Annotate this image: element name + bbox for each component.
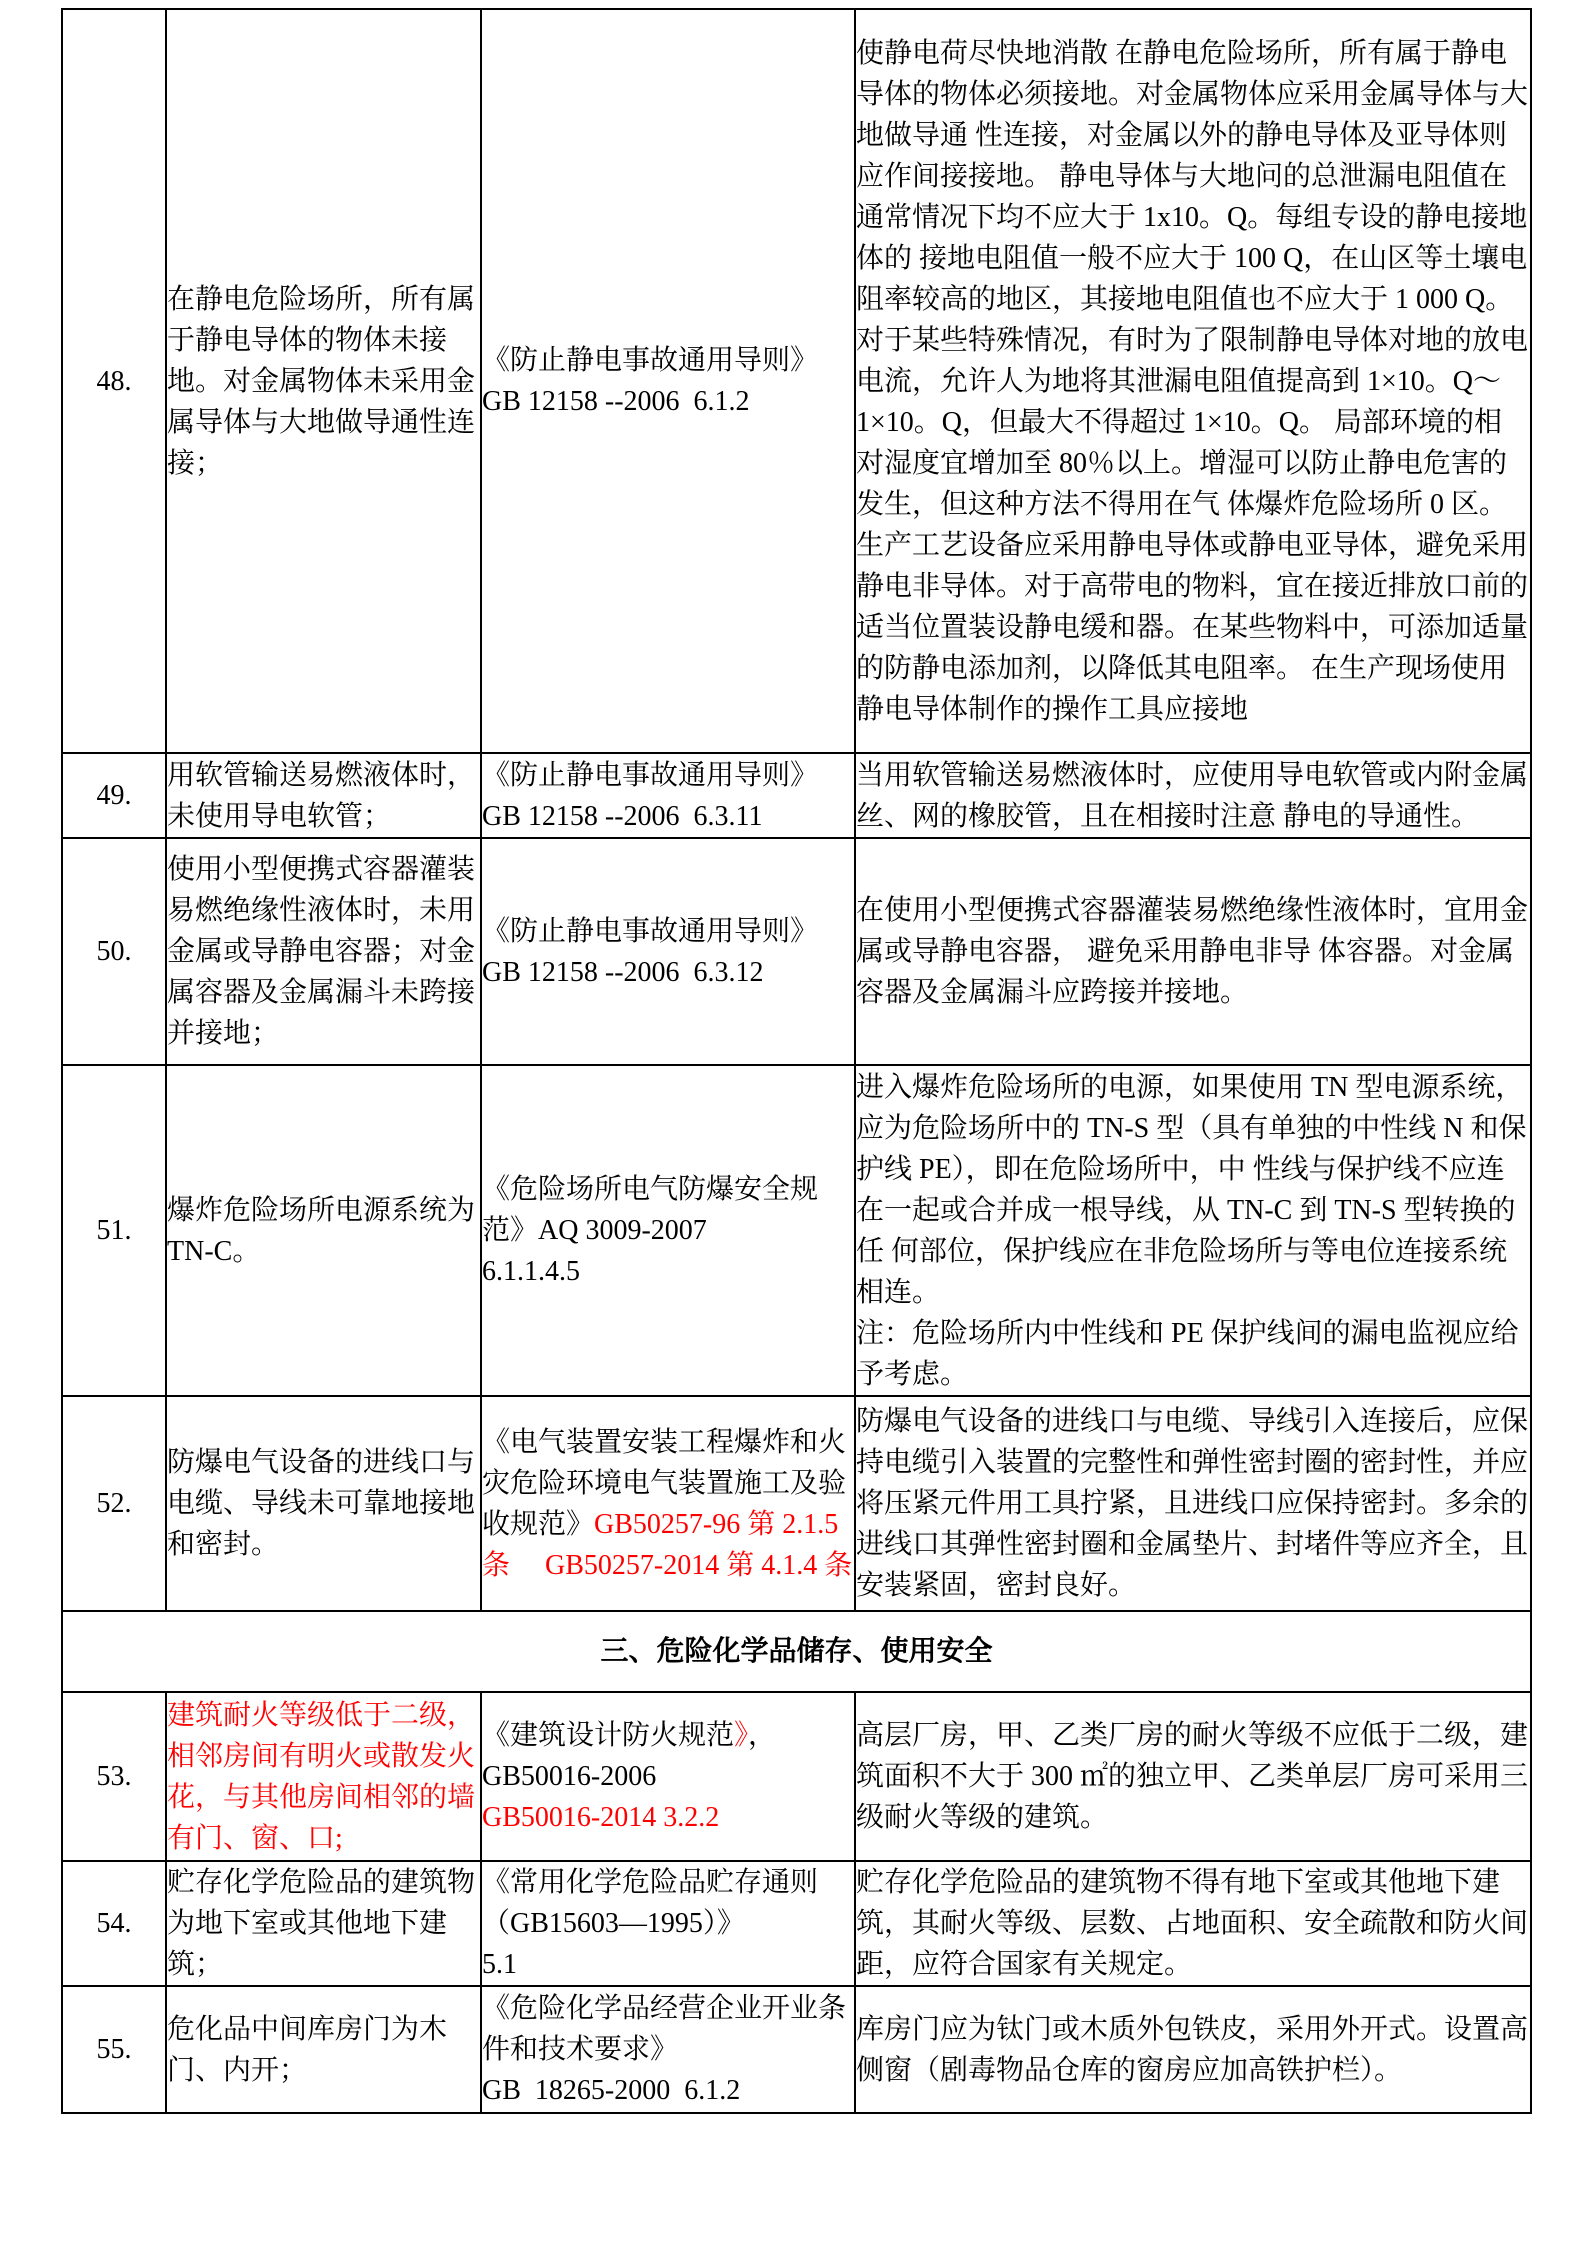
table-row	[62, 1396, 1531, 1611]
standard-cell: 《危险场所电气防爆安全规范》AQ 3009-2007 6.1.1.4.5	[481, 1065, 855, 1396]
problem-cell: 建筑耐火等级低于二级，相邻房间有明火或散发火花，与其他房间相邻的墙有门、窗、口;	[166, 1692, 481, 1861]
standard-red-bracket: 》	[734, 1720, 749, 1751]
detail-cell: 当用软管输送易燃液体时，应使用导电软管或内附金属丝、网的橡胶管，且在相接时注意 静电的导通性。	[855, 753, 1531, 838]
row-number-cell: 54.	[62, 1861, 166, 1986]
standard-cell	[481, 1692, 855, 1861]
row-number-cell: 53.	[62, 1692, 166, 1861]
standard-cell: 《防止静电事故通用导则》 GB 12158 --2006 6.3.11	[481, 753, 855, 838]
detail-cell: 在使用小型便携式容器灌装易燃绝缘性液体时，宜用金属或导静电容器， 避免采用静电非导 体容器。对金属容器及金属漏斗应跨接并接地。	[855, 838, 1531, 1065]
detail-cell: 防爆电气设备的进线口与电缆、导线引入连接后，应保持电缆引入装置的完整性和弹性密封圈的密封性，并应将压紧元件用工具拧紧，且进线口应保持密封。多余的进线口其弹性密封圈和金属垫片、封堵件等应齐全，且安装紧固，密封良好。	[855, 1396, 1531, 1611]
table-row	[62, 753, 1531, 838]
section-header-row	[62, 1611, 1531, 1692]
table-row	[62, 1065, 1531, 1396]
row-number-cell: 52.	[62, 1396, 166, 1611]
row-number-cell: 49.	[62, 753, 166, 838]
detail-cell: 贮存化学危险品的建筑物不得有地下室或其他地下建筑，其耐火等级、层数、占地面积、安全疏散和防火间距，应符合国家有关规定。	[855, 1861, 1531, 1986]
standard-red-text: GB50016-2014 3.2.2	[482, 1802, 720, 1833]
table-row	[62, 1861, 1531, 1986]
problem-cell: 危化品中间库房门为木门、内开；	[166, 1986, 481, 2113]
section-header: 三、危险化学品储存、使用安全	[62, 1611, 1531, 1692]
row-number-cell: 55.	[62, 1986, 166, 2113]
standard-cell: 《防止静电事故通用导则》 GB 12158 --2006 6.1.2	[481, 9, 855, 753]
standard-cell: 《常用化学危险品贮存通则（GB15603—1995）》 5.1	[481, 1861, 855, 1986]
problem-cell: 防爆电气设备的进线口与电缆、导线未可靠地接地和密封。	[166, 1396, 481, 1611]
standard-cell: 《防止静电事故通用导则》 GB 12158 --2006 6.3.12	[481, 838, 855, 1065]
row-number-cell: 51.	[62, 1065, 166, 1396]
safety-checklist-table	[61, 8, 1532, 2114]
problem-cell: 爆炸危险场所电源系统为 TN-C。	[166, 1065, 481, 1396]
standard-text: ， GB50016-2006	[482, 1720, 777, 1792]
table-row	[62, 838, 1531, 1065]
table-row	[62, 1692, 1531, 1861]
problem-cell: 贮存化学危险品的建筑物为地下室或其他地下建筑；	[166, 1861, 481, 1986]
row-number-cell: 50.	[62, 838, 166, 1065]
problem-cell: 使用小型便携式容器灌装易燃绝缘性液体时，未用金属或导静电容器；对金属容器及金属漏斗未跨接并接地；	[166, 838, 481, 1065]
standard-red-text: GB50257-96 第 2.1.5 条 GB50257-2014 第 4.1.4 条	[482, 1508, 853, 1581]
standard-cell: 《危险化学品经营企业开业条件和技术要求》 GB 18265-2000 6.1.2	[481, 1986, 855, 2113]
table-row	[62, 9, 1531, 753]
detail-cell: 高层厂房，甲、乙类厂房的耐火等级不应低于二级，建筑面积不大于 300 ㎡的独立甲、乙类单层厂房可采用三级耐火等级的建筑。	[855, 1692, 1531, 1861]
detail-cell: 库房门应为钛门或木质外包铁皮，采用外开式。设置高侧窗（剧毒物品仓库的窗房应加高铁护栏）。	[855, 1986, 1531, 2113]
problem-cell: 在静电危险场所，所有属于静电导体的物体未接地。对金属物体未采用金属导体与大地做导通性连接；	[166, 9, 481, 753]
row-number-cell: 48.	[62, 9, 166, 753]
table-row	[62, 1986, 1531, 2113]
standard-text: 《建筑设计防火规范	[482, 1720, 735, 1751]
standard-cell	[481, 1396, 855, 1611]
detail-cell: 进入爆炸危险场所的电源，如果使用 TN 型电源系统，应为危险场所中的 TN-S 型（具有单独的中性线 N 和保护线 PE），即在危险场所中，中 性线与保护线不应连在一起或合并成一根导线，从 TN-C 到 TN-S 型转换的任 何部位，保护线应在非危险场所与等电位连接系统相连。 注：危险场所内中性线和 PE 保护线间的漏电监视应给予考虑。	[855, 1065, 1531, 1396]
detail-cell: 使静电荷尽快地消散 在静电危险场所，所有属于静电导体的物体必须接地。对金属物体应采用金属导体与大地做导通 性连接，对金属以外的静电导体及亚导体则应作间接接地。 静电导体与大地问的总泄漏电阻值在通常情况下均不应大于 1x10。Q。每组专设的静电接地体的 接地电阻值一般不应大于 100 Q，在山区等土壤电阻率较高的地区，其接地电阻值也不应大于 1 000 Q。对于某些特殊情况，有时为了限制静电导体对地的放电电流，允许人为地将其泄漏电阻值提高到 1×10。Q～1×10。Q，但最大不得超过 1×10。Q。 局部环境的相对湿度宜增加至 80％以上。增湿可以防止静电危害的发生，但这种方法不得用在气 体爆炸危险场所 0 区。生产工艺设备应采用静电导体或静电亚导体，避免采用静电非导体。对于高带电的物料，宜在接近排放口前的适当位置装设静电缓和器。在某些物料中，可添加适量的防静电添加剂，以降低其电阻率。 在生产现场使用静电导体制作的操作工具应接地	[855, 9, 1531, 753]
problem-cell: 用软管输送易燃液体时，未使用导电软管；	[166, 753, 481, 838]
standard-text: 《电气装置安装工程爆炸和火灾危险环境电气装置施工及验收规范》	[482, 1426, 847, 1540]
